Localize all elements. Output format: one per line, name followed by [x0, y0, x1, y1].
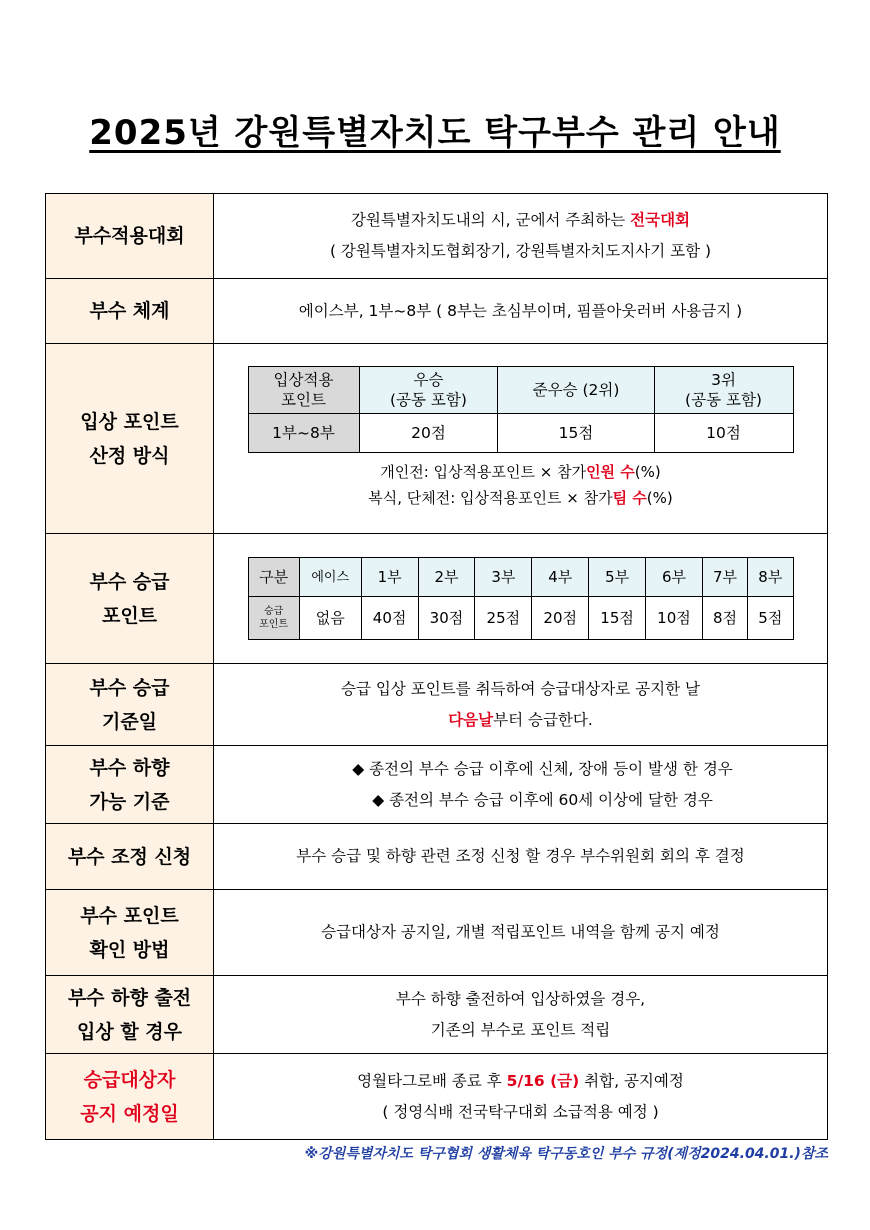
grade-head: 5부	[589, 558, 646, 597]
grade-head: 4부	[532, 558, 589, 597]
grade-head: 1부	[361, 558, 418, 597]
row-label: 부수 조정 신청	[46, 824, 214, 890]
grade-cell: 8점	[702, 597, 747, 640]
page-title: 2025년 강원특별자치도 탁구부수 관리 안내	[89, 113, 781, 153]
award-cell: 20점	[359, 414, 498, 453]
diamond-bullet-icon: ◆	[372, 790, 385, 809]
grade-head: 에이스	[299, 558, 361, 597]
grade-cell: 30점	[418, 597, 475, 640]
grade-head: 2부	[418, 558, 475, 597]
grade-head: 8부	[748, 558, 793, 597]
award-points-table	[248, 366, 794, 453]
diamond-bullet-icon: ◆	[352, 759, 365, 778]
row-label: 부수적용대회	[46, 194, 214, 279]
footnote: ※강원특별자치도 탁구협회 생활체육 탁구동호인 부수 규정(제정2024.04.01.)참조	[304, 1146, 828, 1162]
row-content: 승급대상자 공지일, 개별 적립포인트 내역을 함께 공지 예정	[214, 890, 828, 976]
row-content: 부수 하향 출전하여 입상하였을 경우, 기존의 부수로 포인트 적립	[214, 976, 828, 1054]
grade-head: 6부	[646, 558, 703, 597]
grade-head: 3부	[475, 558, 532, 597]
row-label: 부수 체계	[46, 279, 214, 344]
award-head: 3위 (공동 포함)	[654, 367, 793, 414]
row-content: 강원특별자치도내의 시, 군에서 주최하는 전국대회 ( 강원특별자치도협회장기, 강원특별자치도지사기 포함 )	[214, 194, 828, 279]
award-cell: 10점	[654, 414, 793, 453]
row-content: 부수 승급 및 하향 관련 조정 신청 할 경우 부수위원회 회의 후 결정	[214, 824, 828, 890]
row-label: 부수 하향 가능 기준	[46, 746, 214, 824]
grade-cell: 없음	[299, 597, 361, 640]
row-content: 승급 입상 포인트를 취득하여 승급대상자로 공지한 날 다음날부터 승급한다.	[214, 664, 828, 746]
row-label: 부수 승급 기준일	[46, 664, 214, 746]
award-cell: 15점	[498, 414, 654, 453]
row-content: ◆ 종전의 부수 승급 이후에 신체, 장애 등이 발생 한 경우 ◆ 종전의 부수 승급 이후에 60세 이상에 달한 경우	[214, 746, 828, 824]
row-label: 입상 포인트 산정 방식	[46, 344, 214, 534]
award-head: 준우승 (2위)	[498, 367, 654, 414]
grade-cell: 25점	[475, 597, 532, 640]
row-events	[46, 194, 828, 279]
row-check	[46, 890, 828, 976]
info-table	[45, 193, 828, 1140]
row-label: 부수 하향 출전 입상 할 경우	[46, 976, 214, 1054]
row-content: 에이스부, 1부~8부 ( 8부는 초심부이며, 핌플아웃러버 사용금지 )	[214, 279, 828, 344]
award-head: 우승 (공동 포함)	[359, 367, 498, 414]
row-notice	[46, 1054, 828, 1140]
award-cell: 1부~8부	[248, 414, 359, 453]
award-head: 입상적용 포인트	[248, 367, 359, 414]
grade-cell: 10점	[646, 597, 703, 640]
row-content	[214, 534, 828, 664]
row-award	[46, 344, 828, 534]
grade-cell: 20점	[532, 597, 589, 640]
grade-head: 구분	[248, 558, 299, 597]
grade-cell: 15점	[589, 597, 646, 640]
row-down-entry	[46, 976, 828, 1054]
row-content	[214, 344, 828, 534]
row-demotion	[46, 746, 828, 824]
grade-head: 7부	[702, 558, 747, 597]
promotion-points-table	[248, 557, 794, 640]
award-note: 개인전: 입상적용포인트 × 참가인원 수(%)	[380, 463, 661, 481]
row-content: 영월타그로배 종료 후 5/16 (금) 취합, 공지예정 ( 정영식배 전국탁구대회 소급적용 예정 )	[214, 1054, 828, 1140]
row-system	[46, 279, 828, 344]
award-note: 복식, 단체전: 입상적용포인트 × 참가팀 수(%)	[368, 489, 673, 507]
row-label: 승급대상자 공지 예정일	[46, 1054, 214, 1140]
row-promo-points	[46, 534, 828, 664]
grade-row-label: 승급 포인트	[248, 597, 299, 640]
grade-cell: 40점	[361, 597, 418, 640]
grade-cell: 5점	[748, 597, 793, 640]
row-label: 부수 승급 포인트	[46, 534, 214, 664]
row-adjust	[46, 824, 828, 890]
row-label: 부수 포인트 확인 방법	[46, 890, 214, 976]
row-promo-date	[46, 664, 828, 746]
